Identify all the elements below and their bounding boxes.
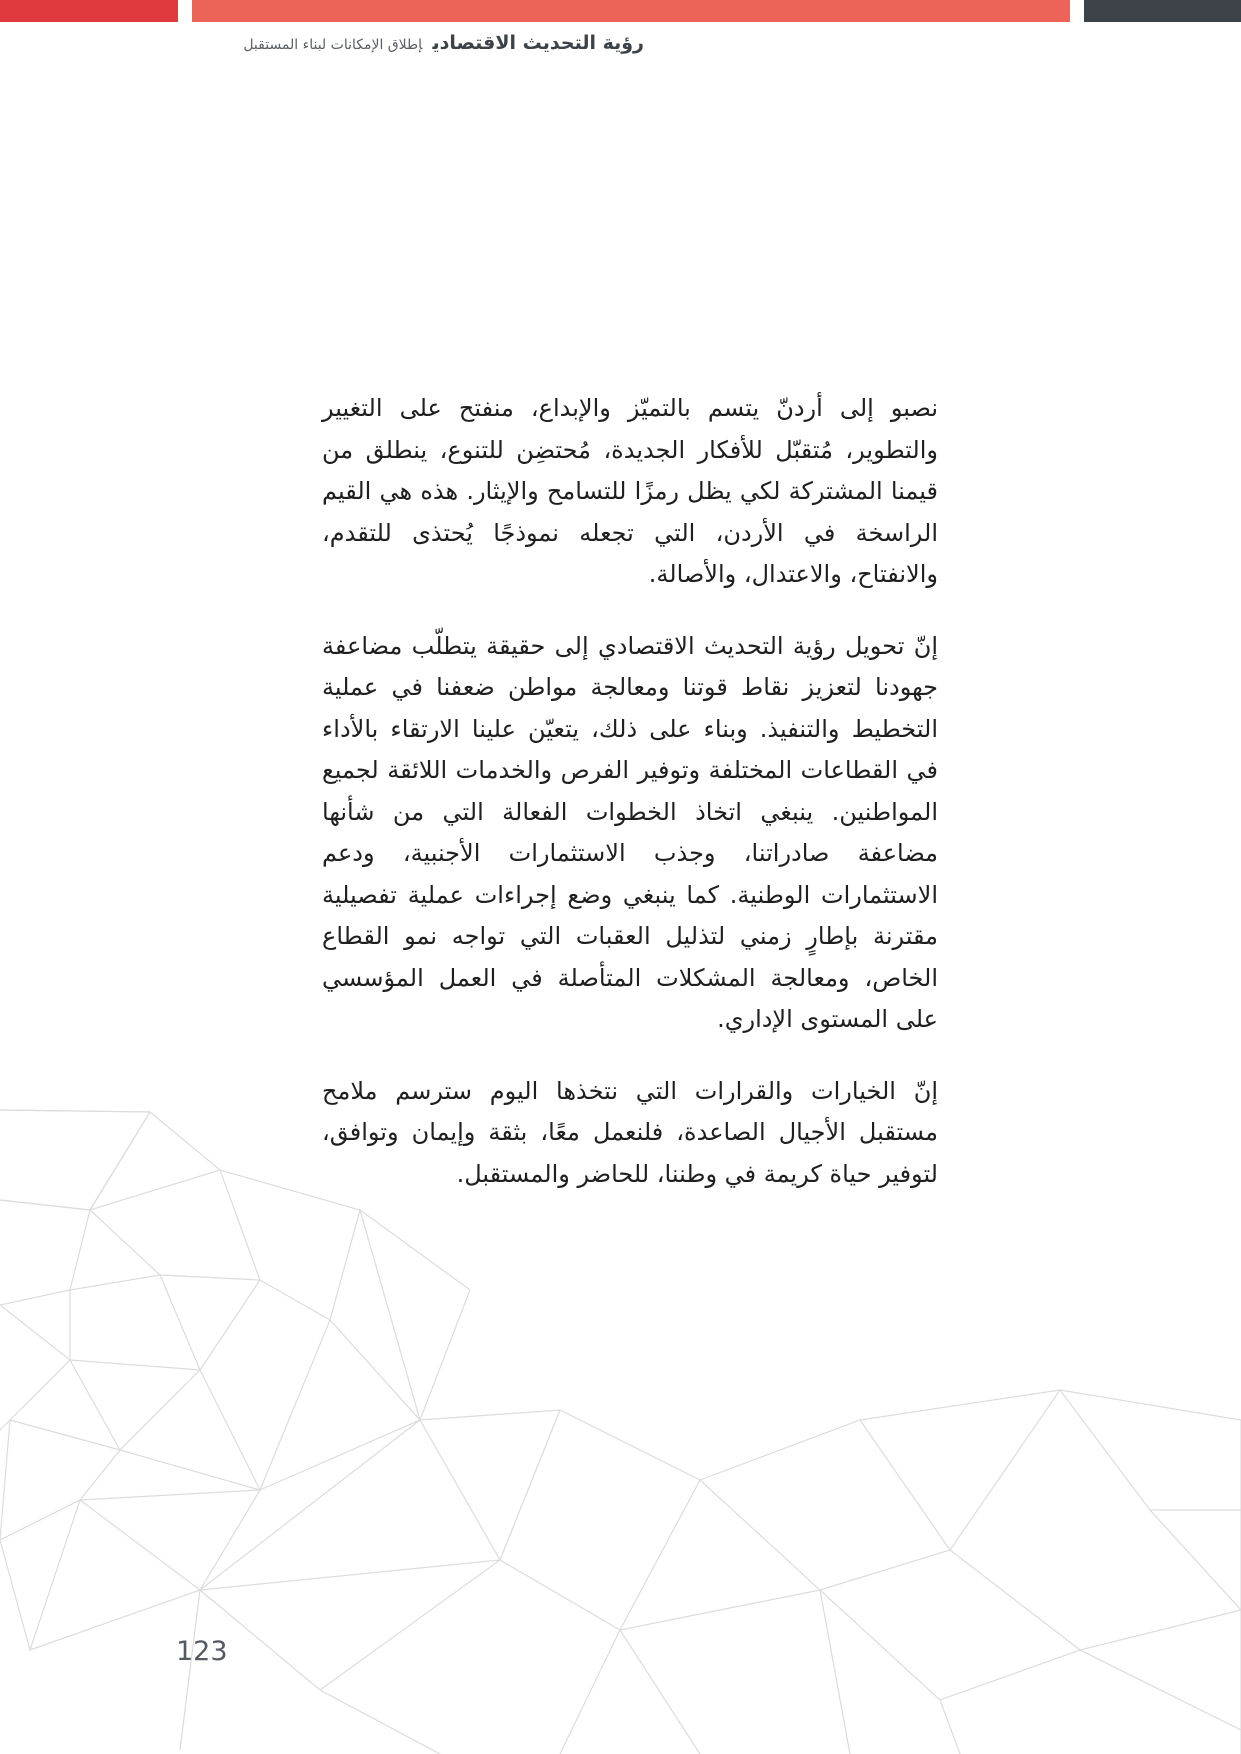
page-number: 123 [176,1636,228,1667]
paragraph-implementation: إنّ تحويل رؤية التحديث الاقتصادي إلى حقيقة يتطلّب مضاعفة جهودنا لتعزيز نقاط قوتنا ومعالجة مواطن ضعفنا في عملية التخطيط والتنفيذ. وبناء على ذلك، يتعيّن علينا الارتقاء بالأداء في القطاعات المختلفة وتوفير الفرص والخدمات اللائقة لجميع المواطنين. ينبغي اتخاذ الخطوات الفعالة التي من شأنها مضاعفة صادراتنا، وجذب الاستثمارات الأجنبية، ودعم الاستثمارات الوطنية. كما ينبغي وضع إجراءات عملية تفصيلية مقترنة بإطارٍ زمني لتذليل العقبات التي تواجه نمو القطاع الخاص، ومعالجة المشكلات المتأصلة في العمل المؤسسي على المستوى الإداري. [322,631,938,1033]
running-header [198,32,644,58]
header-accent-bar-middle [192,0,1070,22]
paragraph-vision: نصبو إلى أردنّ يتسم بالتميّز والإبداع، منفتح على التغيير والتطوير، مُتقبّل للأفكار الجديدة، مُحتضِن للتنوع، ينطلق من قيمنا المشتركة لكي يظل رمزًا للتسامح والإيثار. هذه هي القيم الراسخة في الأردن، التي تجعله نموذجًا يُحتذى للتقدم، والانفتاح، والاعتدال، والأصالة. [322,394,938,588]
header-title: رؤية التحديث الاقتصادي [432,32,644,54]
header-subtitle: إطلاق الإمكانات لبناء المستقبل [243,37,423,53]
paragraph-future: إنّ الخيارات والقرارات التي نتخذها اليوم سترسم ملامح مستقبل الأجيال الصاعدة، فلنعمل معًا، بثقة وإيمان وتوافق، لتوفير حياة كريمة في وطننا، للحاضر والمستقبل. [322,1076,938,1188]
header-accent-bar-left [0,0,178,22]
body-text [322,388,938,1225]
header-accent-bar-right [1084,0,1241,22]
